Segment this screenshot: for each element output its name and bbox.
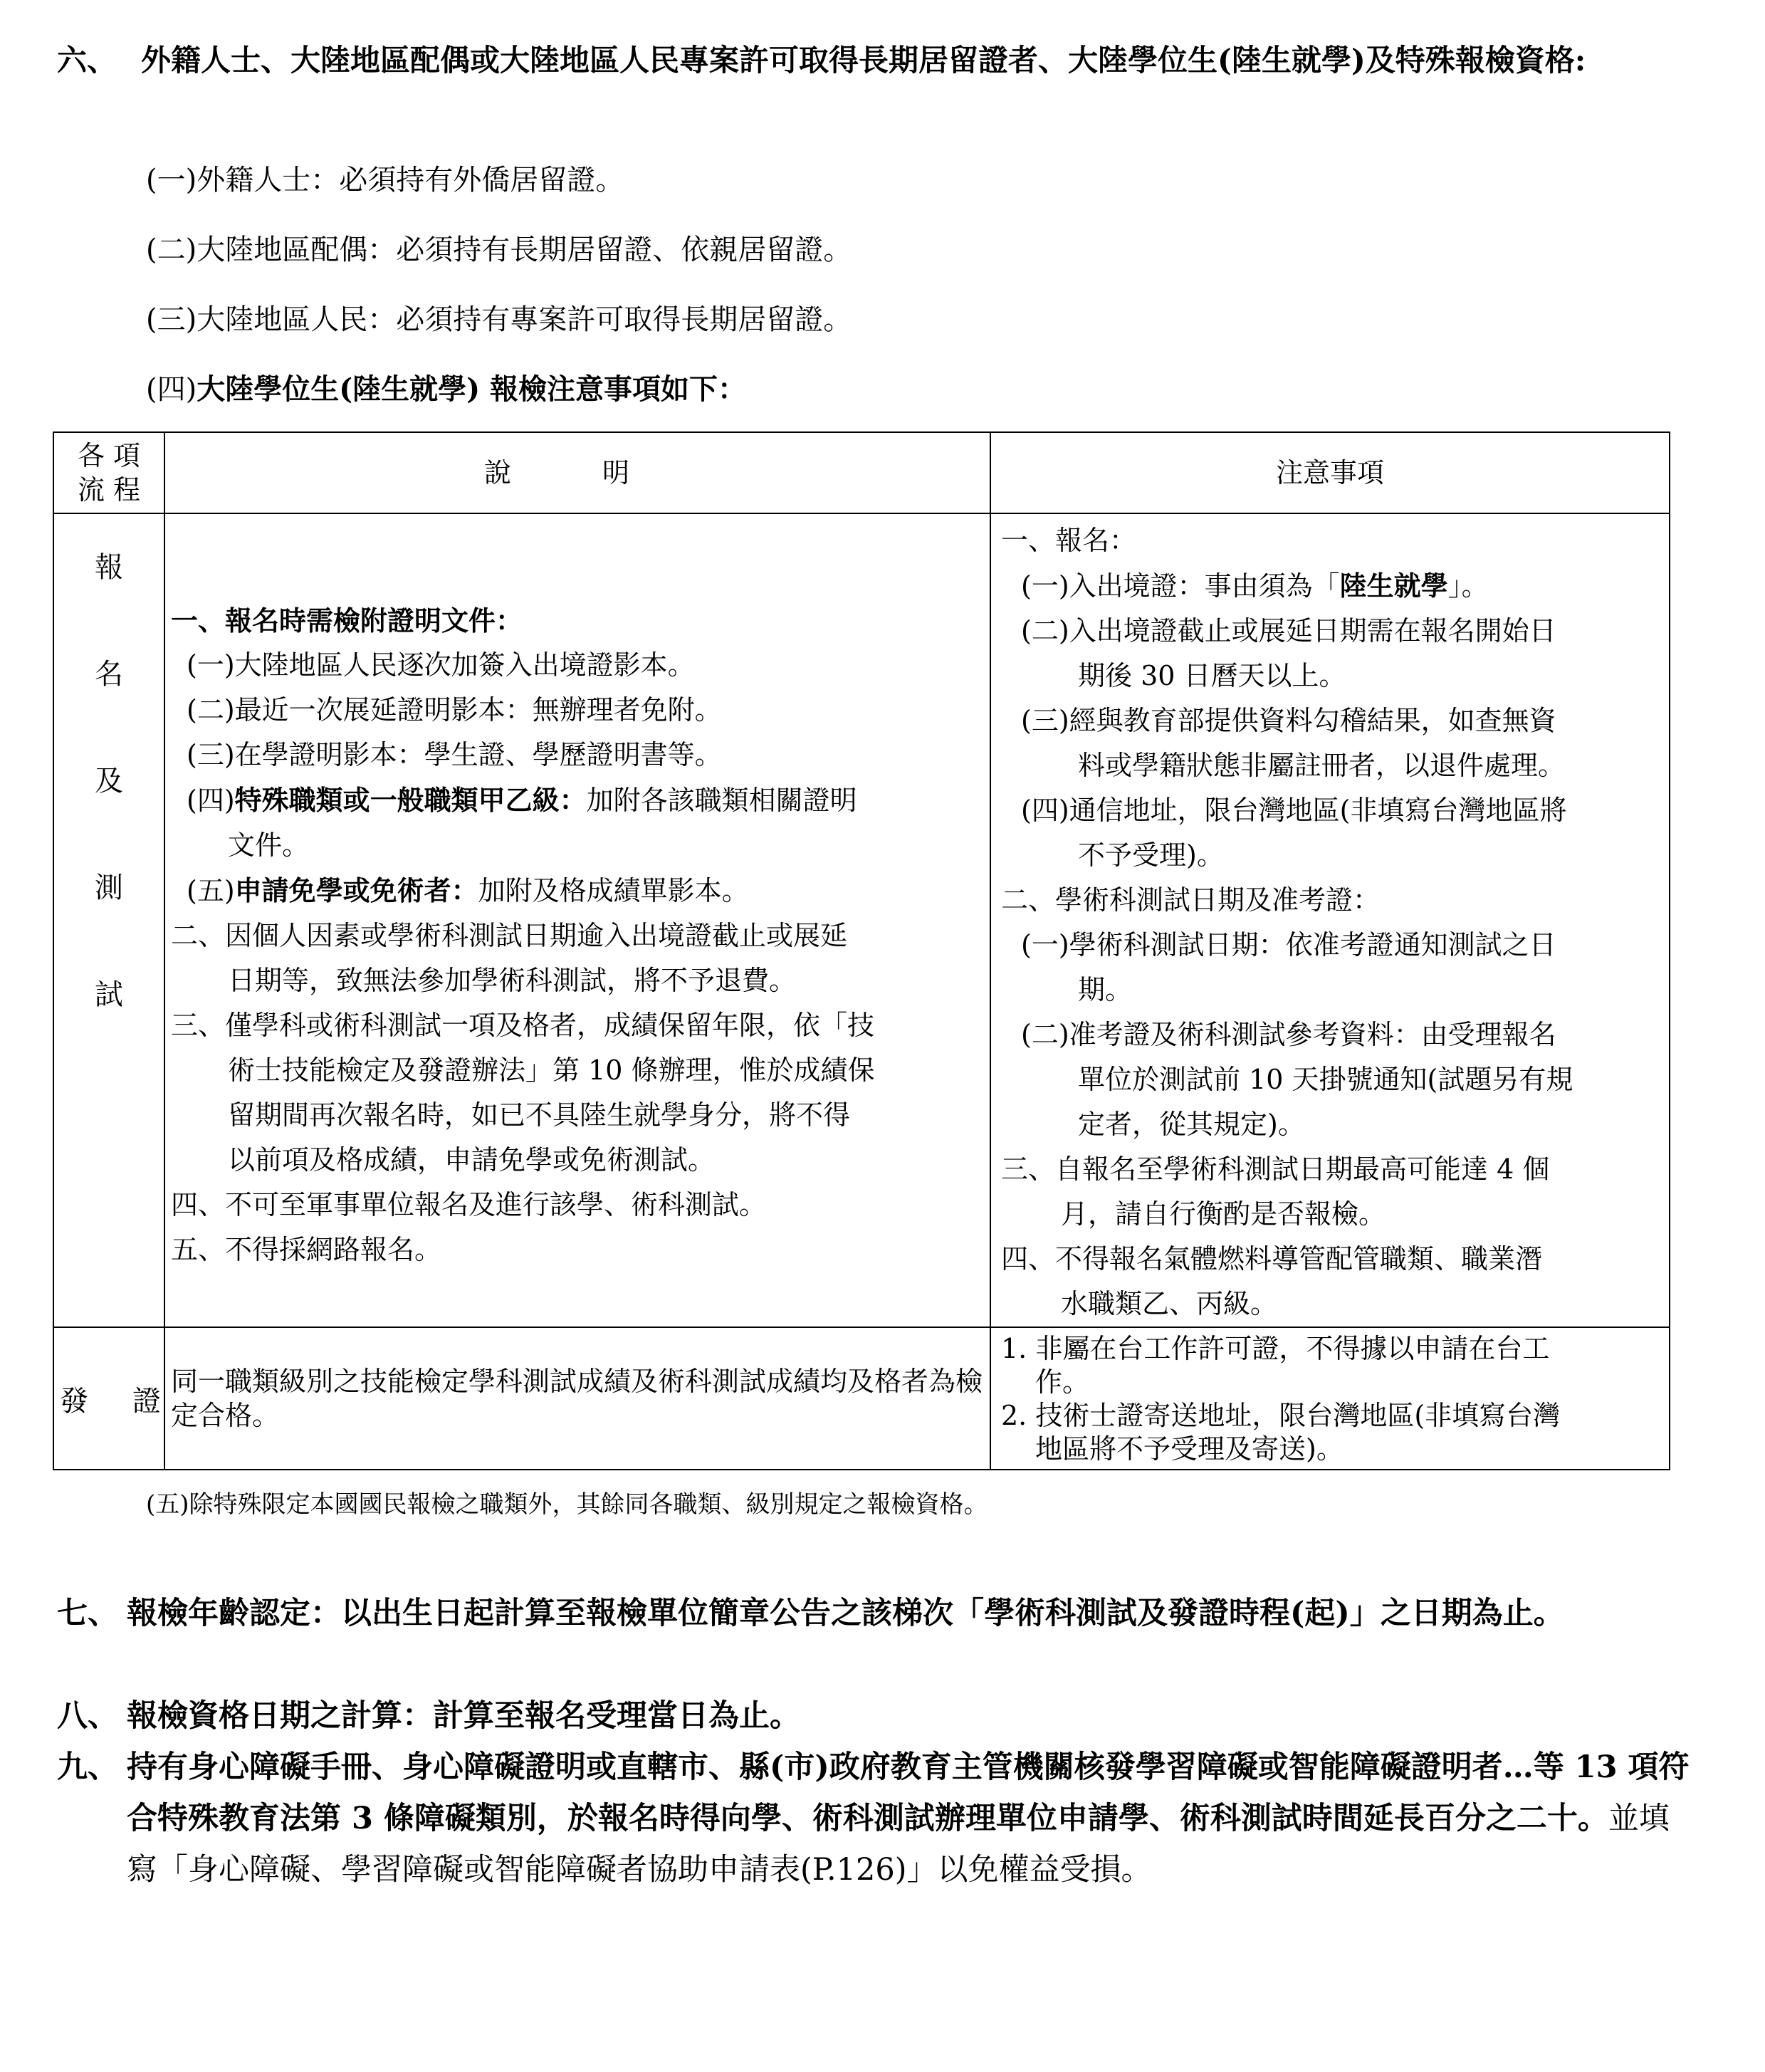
- note-item: (二)准考證及術科測試參考資料：由受理報名: [1021, 1019, 1556, 1050]
- note-item: [1001, 563, 1663, 609]
- section-7-text: 報檢年齡認定：以出生日起計算至報檢單位簡章公告之該梯次「學術科測試及發證時程(起)」之日期為止。: [127, 1596, 1564, 1631]
- note-item: (四)通信地址，限台灣地區(非填寫台灣地區將: [1021, 795, 1567, 826]
- desc-para-3-cont: 以前項及格成績，申請免學或免術測試。: [228, 1144, 716, 1176]
- section-9-number: 九、: [57, 1749, 118, 1785]
- table-row-certificate: [53, 1327, 1670, 1470]
- note-item-cont: 期後 30 日曆天以上。: [1078, 660, 1346, 691]
- section-9-bold: 持有身心障礙手冊、身心障礙證明或直轄市、縣(市)政府教育主管機關核發學習障礙或智能障礙證明者…等 13 項符合特殊教育法第 3 條障礙類別，於報名時得向學、術科測試辦理單位申請學、術科測試時間延長百分之二十。: [127, 1749, 1690, 1836]
- desc-item: [171, 778, 985, 823]
- label-char: 發: [60, 1384, 88, 1418]
- section-6-number: 六、: [57, 43, 117, 78]
- desc-item-prefix: (五): [187, 875, 235, 906]
- section-9: [57, 1742, 1695, 1895]
- row-label-registration: [53, 513, 164, 1327]
- row-label-certificate: [53, 1327, 164, 1470]
- desc-item-bold: 特殊職類或一般職類甲乙級：: [234, 784, 587, 816]
- note-item: (三)經與教育部提供資料勾稽結果，如查無資: [1021, 705, 1556, 736]
- cert-note-1-cont: 作。: [1035, 1366, 1090, 1398]
- sub-item-5: (五)除特殊限定本國國民報檢之職類外，其餘同各職類、級別規定之報檢資格。: [146, 1490, 988, 1519]
- header-description: 說 明: [164, 432, 990, 513]
- note-heading-1: 一、報名：: [1001, 525, 1137, 556]
- desc-item: (三)在學證明影本：學生證、學歷證明書等。: [187, 739, 722, 770]
- desc-item-cont: 文件。: [228, 830, 310, 861]
- note-item-cont: 料或學籍狀態非屬註冊者，以退件處理。: [1078, 750, 1566, 781]
- sub-item-1: (一)外籍人士：必須持有外僑居留證。: [146, 164, 624, 197]
- label-char: 報: [95, 551, 123, 584]
- note-item-text: 」。: [1447, 570, 1489, 602]
- note-item-cont: 單位於測試前 10 天掛號通知(試題另有規: [1078, 1064, 1573, 1095]
- note-item: (一)學術科測試日期：依准考證通知測試之日: [1021, 929, 1556, 961]
- note-item-cont: 定者，從其規定)。: [1078, 1109, 1305, 1140]
- desc-item-bold: 申請免學或免術者：: [234, 874, 478, 906]
- certificate-notes: [990, 1327, 1670, 1470]
- desc-para-5: 五、不得採網路報名。: [171, 1234, 442, 1265]
- note-item-cont: 不予受理)。: [1078, 839, 1224, 871]
- note-item-text: (一)入出境證：事由須為「: [1021, 570, 1340, 602]
- desc-para-3-cont: 留期間再次報名時，如已不具陸生就學身分，將不得: [228, 1099, 851, 1131]
- desc-para-3-cont: 術士技能檢定及發證辦法」第 10 條辦理，惟於成績保: [228, 1055, 875, 1086]
- section-8: [57, 1690, 1695, 1742]
- section-7-number: 七、: [57, 1596, 118, 1631]
- registration-notes: [990, 513, 1670, 1327]
- label-char: 證: [132, 1384, 161, 1418]
- note-heading-4: 四、不得報名氣體燃料導管配管職類、職業潛: [1001, 1243, 1543, 1275]
- desc-item-text: 加附及格成績單影本。: [478, 875, 749, 906]
- section-9-text: [127, 1742, 1695, 1895]
- note-item-cont: 期。: [1078, 974, 1133, 1005]
- note-heading-2: 二、學術科測試日期及准考證：: [1001, 884, 1381, 916]
- cert-note-1: 1. 非屬在台工作許可證，不得據以申請在台工: [1001, 1333, 1550, 1364]
- sub-item-4-title: 大陸學位生(陸生就學) 報檢注意事項如下：: [197, 372, 746, 406]
- table-row-registration: [53, 513, 1670, 1327]
- section-9-plain: 並填寫「身心障礙、學習障礙或智能障礙者協助申請表(P.126)」以免權益受損。: [127, 1801, 1670, 1888]
- cert-note-2: 2. 技術士證寄送地址，限台灣地區(非填寫台灣: [1001, 1400, 1561, 1431]
- desc-item-prefix: (四): [187, 785, 235, 816]
- sub-item-4: [146, 372, 746, 407]
- desc-para-3: 三、僅學科或術科測試一項及格者，成績保留年限，依「技: [171, 1010, 875, 1041]
- note-heading-3-cont: 月，請自行衡酌是否報檢。: [1061, 1198, 1386, 1230]
- label-char: 名: [95, 658, 123, 691]
- table-header-row: [53, 432, 1670, 513]
- desc-para-2: 二、因個人因素或學術科測試日期逾入出境證截止或展延: [171, 920, 848, 951]
- note-item-bold: 陸生就學: [1339, 570, 1448, 602]
- header-process: 各 項 流 程: [53, 432, 164, 513]
- desc-item: [171, 868, 985, 914]
- rules-table: [53, 431, 1670, 1470]
- certificate-description: 同一職類級別之技能檢定學科測試成績及術科測試成績均及格者為檢定合格。: [164, 1327, 990, 1470]
- sub-item-2: (二)大陸地區配偶：必須持有長期居留證、依親居留證。: [146, 234, 852, 266]
- desc-heading-1: 一、報名時需檢附證明文件：: [171, 605, 523, 637]
- note-heading-4-cont: 水職類乙、丙級。: [1061, 1288, 1278, 1319]
- note-item: (二)入出境證截止或展延日期需在報名開始日: [1021, 615, 1556, 647]
- label-char: 測: [95, 872, 123, 904]
- sub-item-4-prefix: (四): [146, 373, 197, 406]
- label-char: 及: [95, 765, 123, 797]
- desc-item: (一)大陸地區人民逐次加簽入出境證影本。: [187, 649, 695, 681]
- desc-para-4: 四、不可至軍事單位報名及進行該學、術科測試。: [171, 1189, 767, 1220]
- registration-description: [164, 513, 990, 1327]
- section-6-heading: [57, 33, 1687, 88]
- section-6-title: 外籍人士、大陸地區配偶或大陸地區人民專案許可取得長期居留證者、大陸學位生(陸生就學)及特殊報檢資格:: [141, 43, 1586, 78]
- sub-item-3: (三)大陸地區人民：必須持有專案許可取得長期居留證。: [146, 303, 852, 336]
- section-8-number: 八、: [57, 1698, 118, 1734]
- section-8-text: 報檢資格日期之計算：計算至報名受理當日為止。: [127, 1698, 800, 1734]
- desc-item: (二)最近一次展延證明影本：無辦理者免附。: [187, 694, 722, 726]
- header-notes: 注意事項: [990, 432, 1670, 513]
- section-7: [57, 1588, 1695, 1639]
- desc-item-text: 加附各該職類相關證明: [586, 785, 857, 816]
- cert-note-2-cont: 地區將不予受理及寄送)。: [1035, 1433, 1344, 1465]
- note-heading-3: 三、自報名至學術科測試日期最高可能達 4 個: [1001, 1153, 1550, 1185]
- desc-para-2-cont: 日期等，致無法參加學術科測試，將不予退費。: [228, 965, 797, 996]
- label-char: 試: [95, 978, 123, 1011]
